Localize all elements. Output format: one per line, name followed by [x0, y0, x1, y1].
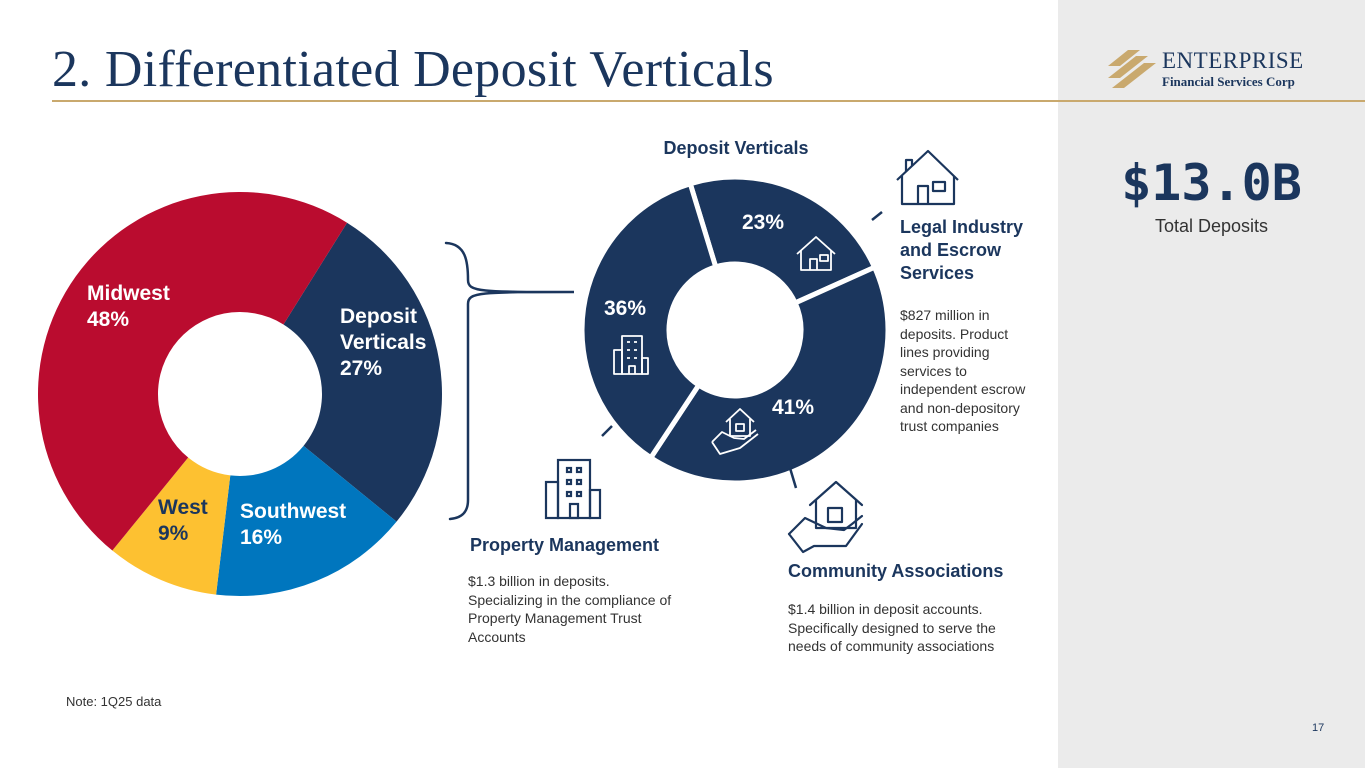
legal-callout-line	[872, 212, 882, 220]
community-heading-line: Community Associations	[788, 561, 1004, 581]
legal-heading-line: Services	[900, 263, 975, 283]
hand-house-icon	[789, 482, 862, 552]
label-legal-industry-and-escrow-services	[742, 211, 784, 234]
property-heading-line: Property Management	[470, 535, 660, 555]
logo-subtitle: Financial Services Corp	[1162, 74, 1295, 89]
page-number: 17	[1312, 722, 1325, 734]
total-deposits-label: Total Deposits	[1154, 216, 1269, 236]
property-callout-line	[602, 426, 612, 436]
company-logo	[1106, 48, 1326, 94]
legal-desc-line: trust companies	[900, 418, 999, 434]
page-title: 2. Differentiated Deposit Verticals	[52, 41, 774, 98]
community-desc-line: needs of community associations	[788, 638, 995, 654]
legal-desc-line: lines providing	[900, 344, 990, 360]
community-desc-line: Specifically designed to serve the	[788, 619, 996, 636]
legal-heading-line: Legal Industry	[900, 217, 1024, 237]
community-vertical-description	[788, 600, 996, 656]
property-desc-line: Property Management Trust	[468, 610, 642, 626]
logo-mark-icon	[1106, 48, 1156, 92]
label-community-associations	[772, 396, 814, 419]
community-vertical-heading	[788, 560, 1003, 583]
property-vertical-heading	[470, 534, 659, 557]
label-property-management-line: 36%	[604, 297, 647, 320]
footnote: Note: 1Q25 data	[66, 694, 162, 709]
label-midwest-line: 48%	[87, 308, 130, 331]
verticals-chart-title: Deposit Verticals	[663, 138, 809, 158]
label-west-line: West	[158, 496, 208, 519]
legal-heading-line: and Escrow	[900, 240, 1002, 260]
label-property-management	[604, 297, 646, 320]
label-deposit-verticals-line: 27%	[340, 357, 383, 380]
chart-connector-brace	[446, 243, 574, 519]
legal-desc-line: and non-depository	[900, 399, 1020, 416]
legal-desc-line: deposits. Product	[900, 325, 1009, 342]
house-icon	[897, 151, 958, 204]
label-west-line: 9%	[158, 522, 189, 545]
property-desc-line: Specializing in the compliance of	[468, 591, 672, 608]
legal-vertical-heading	[900, 216, 1023, 285]
legal-vertical-description	[900, 306, 1025, 436]
label-southwest-line: 16%	[240, 526, 283, 549]
building-icon	[546, 460, 600, 518]
label-deposit-verticals-line: Deposit	[340, 305, 418, 328]
legal-desc-line: independent escrow	[900, 381, 1026, 397]
logo-name: ENTERPRISE	[1162, 48, 1304, 73]
label-community-associations-line: 41%	[772, 396, 815, 419]
label-legal-industry-and-escrow-services-line: 23%	[742, 211, 785, 234]
sidebar-panel	[1058, 0, 1365, 768]
community-desc-line: $1.4 billion in deposit accounts.	[788, 601, 983, 617]
legal-desc-line: $827 million in	[900, 307, 990, 323]
label-midwest-line: Midwest	[87, 282, 170, 305]
total-deposits-value: $13.0B	[1121, 154, 1302, 212]
label-southwest-line: Southwest	[240, 500, 347, 523]
property-vertical-description	[468, 572, 671, 646]
regions-donut-chart	[38, 192, 442, 596]
property-desc-line: Accounts	[468, 628, 526, 645]
property-desc-line: $1.3 billion in deposits.	[468, 573, 610, 589]
legal-desc-line: services to	[900, 362, 967, 379]
verticals-donut-chart	[582, 177, 888, 483]
label-deposit-verticals-line: Verticals	[340, 331, 427, 354]
